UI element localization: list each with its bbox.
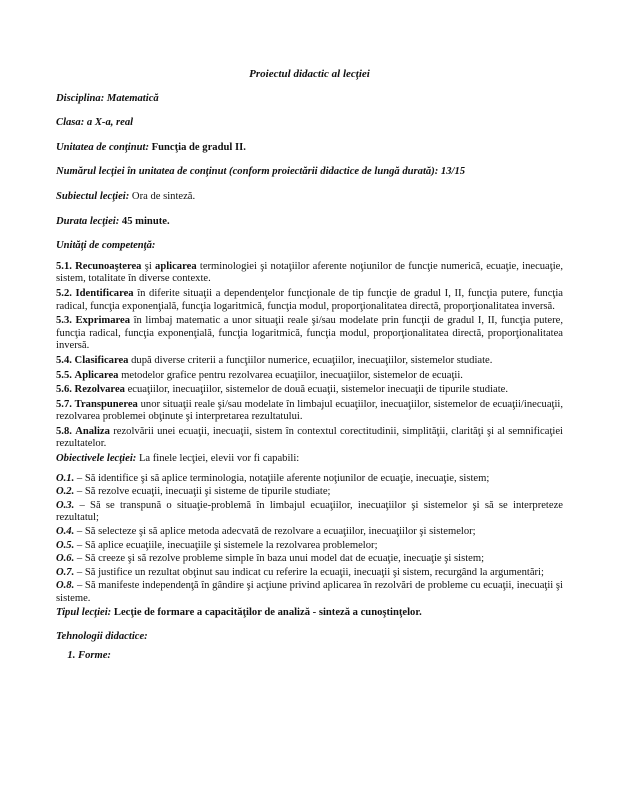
competency-number: 5.6.: [56, 384, 72, 396]
competency-item: [56, 426, 563, 451]
competency-text: după diverse criterii a funcţiilor numerice, ecuaţiilor, inecuaţiilor, sistemelor studiate.: [128, 354, 493, 366]
objective-item: [56, 473, 563, 486]
lesson-type-label: Tipul lecţiei:: [56, 606, 112, 618]
competencies-label: Unităţi de competenţă:: [56, 240, 156, 252]
objective-number: O.3.: [56, 499, 75, 511]
competency-item: [56, 370, 563, 383]
objectives-heading: [56, 453, 563, 466]
lesson-field: [56, 93, 563, 106]
field-label: Unitatea de conţinut:: [56, 141, 149, 153]
objectives-label: Obiectivele lecţiei:: [56, 453, 137, 465]
lesson-field: [56, 216, 563, 229]
competency-item: [56, 315, 563, 353]
competency-number: 5.1.: [56, 260, 72, 272]
competency-item: [56, 288, 563, 313]
lesson-field: [56, 142, 563, 155]
competency-text: unor situaţii reale şi/sau modelate în limbajul ecuaţiilor, inecuaţiilor, sistemelor de ecuaţii/inecuaţii, rezolvarea problemei obţinute şi interpretarea rezultatului.: [56, 398, 563, 423]
competency-item: [56, 355, 563, 368]
objective-text: – Să manifeste independenţă în gândire şi acţiune privind aplicarea în rezolvări de probleme cu ecuaţii, inecuaţii şi sisteme.: [56, 580, 563, 604]
competencies-list: [56, 261, 563, 451]
competency-number: 5.4.: [56, 354, 72, 366]
objective-item: [56, 540, 563, 553]
field-label: Numărul lecţiei în unitatea de conţinut (conform proiectării didactice de lungă durată): 13/15: [56, 166, 466, 178]
field-label: Durata lecţiei:: [56, 215, 120, 227]
competency-text: în limbaj matematic a unor situaţii reale şi/sau modelate prin funcţii de gradul I, II, funcţia putere, funcţia radical, funcţia exponenţială, funcţia logaritmică, funcţia modul, proporţionalitatea directă, proporţionalitatea inversă.: [56, 315, 563, 352]
technologies-list: [56, 650, 563, 663]
competency-verb-secondary: aplicarea: [155, 260, 197, 272]
field-label: Subiectul lecţiei:: [56, 190, 130, 202]
objective-item: [56, 553, 563, 566]
objective-item: [56, 526, 563, 539]
competency-number: 5.7.: [56, 398, 72, 410]
objective-item: [56, 500, 563, 525]
objective-text: – Să identifice şi să aplice terminologia, notaţiile aferente noţiunilor de ecuaţie, inecuaţie, sistem;: [74, 472, 490, 484]
competency-number: 5.5.: [56, 369, 72, 381]
objective-text: – Să se transpună o situaţie-problemă în limbajul ecuaţiilor, inecuaţiilor şi sistemelor şi să se interpreteze rezultatul;: [56, 499, 563, 524]
competency-verb: Aplicarea: [74, 369, 119, 381]
objective-text: – Să creeze şi să rezolve probleme simple în baza unui model dat de ecuaţie, inecuaţie şi sistem;: [74, 553, 485, 565]
field-value: Ora de sinteză.: [131, 190, 196, 202]
field-value: 45 minute.: [121, 215, 170, 227]
objective-text: – Să justifice un rezultat obţinut sau indicat cu referire la ecuaţii, inecuaţii şi sistem, recurgând la argumentări;: [74, 566, 544, 578]
competency-text: în diferite situaţii a dependenţelor funcţionale de tip funcţie de gradul I, II, funcţia putere, funcţia radical, funcţia exponenţială, funcţia logaritmică, funcţia modul, proporţionalitatea directă, proporţionalitatea inversă.: [56, 287, 563, 312]
lesson-type-value: Lecţie de formare a capacităţilor de analiză - sinteză a cunoştinţelor.: [113, 606, 422, 618]
competency-number: 5.3.: [56, 315, 72, 327]
objectives-list: [56, 473, 563, 606]
technologies-label: Tehnologii didactice:: [56, 631, 148, 643]
objective-number: O.1.: [56, 472, 75, 484]
competency-number: 5.8.: [56, 425, 72, 437]
technology-item: 1. Forme:: [78, 650, 563, 663]
objective-text: – Să aplice ecuaţiile, inecuaţiile şi sistemele la rezolvarea problemelor;: [74, 539, 378, 551]
competency-verb: Exprimarea: [75, 315, 131, 327]
technologies-heading: [56, 631, 563, 644]
lesson-field: [56, 166, 563, 179]
lesson-field: [56, 191, 563, 204]
document-page: [56, 68, 563, 662]
competency-verb: Clasificarea: [74, 354, 129, 366]
objective-number: O.4.: [56, 526, 75, 538]
competency-verb: Rezolvarea: [74, 384, 125, 396]
objective-item: [56, 486, 563, 499]
field-label: Clasa: a X-a, real: [56, 117, 134, 129]
lesson-fields: [56, 93, 563, 229]
competency-verb: Identificarea: [75, 287, 134, 299]
competency-verb: Analiza: [75, 425, 110, 437]
objective-number: O.6.: [56, 553, 75, 565]
objective-text: – Să selecteze şi să aplice metoda adecvată de rezolvare a ecuaţiilor, inecuaţiilor şi sistemelor;: [74, 526, 476, 538]
objective-number: O.5.: [56, 539, 75, 551]
lesson-type: [56, 607, 563, 620]
competency-text: metodelor grafice pentru rezolvarea ecuaţiilor, inecuaţiilor, sistemelor de ecuaţii.: [118, 369, 463, 381]
competencies-heading: [56, 240, 563, 253]
competency-item: [56, 261, 563, 286]
field-label: Disciplina: Matematică: [56, 92, 159, 104]
document-title: Proiectul didactic al lecţiei: [249, 68, 370, 80]
objective-number: O.8.: [56, 580, 75, 592]
objective-item: [56, 567, 563, 580]
field-value: Funcţia de gradul II.: [151, 141, 246, 153]
competency-text: terminologiei şi notaţiilor aferente noţiunilor de funcţie numerică, ecuaţie, inecuaţie, sistem, totalitate în diverse contexte.: [56, 260, 564, 285]
competency-item: [56, 384, 563, 397]
competency-connector: şi: [141, 260, 156, 272]
competency-text: rezolvării unei ecuaţii, inecuaţii, sistem în contextul corectitudinii, simplităţii, clarităţi şi al semnificaţiei rezultatelor.: [56, 425, 563, 450]
lesson-field: [56, 117, 563, 130]
competency-number: 5.2.: [56, 287, 72, 299]
competency-verb: Recunoaşterea: [75, 260, 142, 272]
objective-number: O.2.: [56, 486, 75, 498]
objective-number: O.7.: [56, 566, 75, 578]
competency-item: [56, 399, 563, 424]
objective-text: – Să rezolve ecuaţii, inecuaţii şi sisteme de tipurile studiate;: [74, 486, 331, 498]
competency-text: ecuaţiilor, inecuaţiilor, sistemelor de două ecuaţii, sistemelor inecuaţii de tipurile studiate.: [124, 384, 509, 396]
competency-verb: Transpunerea: [74, 398, 138, 410]
objectives-intro: La finele lecţiei, elevii vor fi capabili:: [136, 453, 300, 465]
objective-item: [56, 580, 563, 605]
